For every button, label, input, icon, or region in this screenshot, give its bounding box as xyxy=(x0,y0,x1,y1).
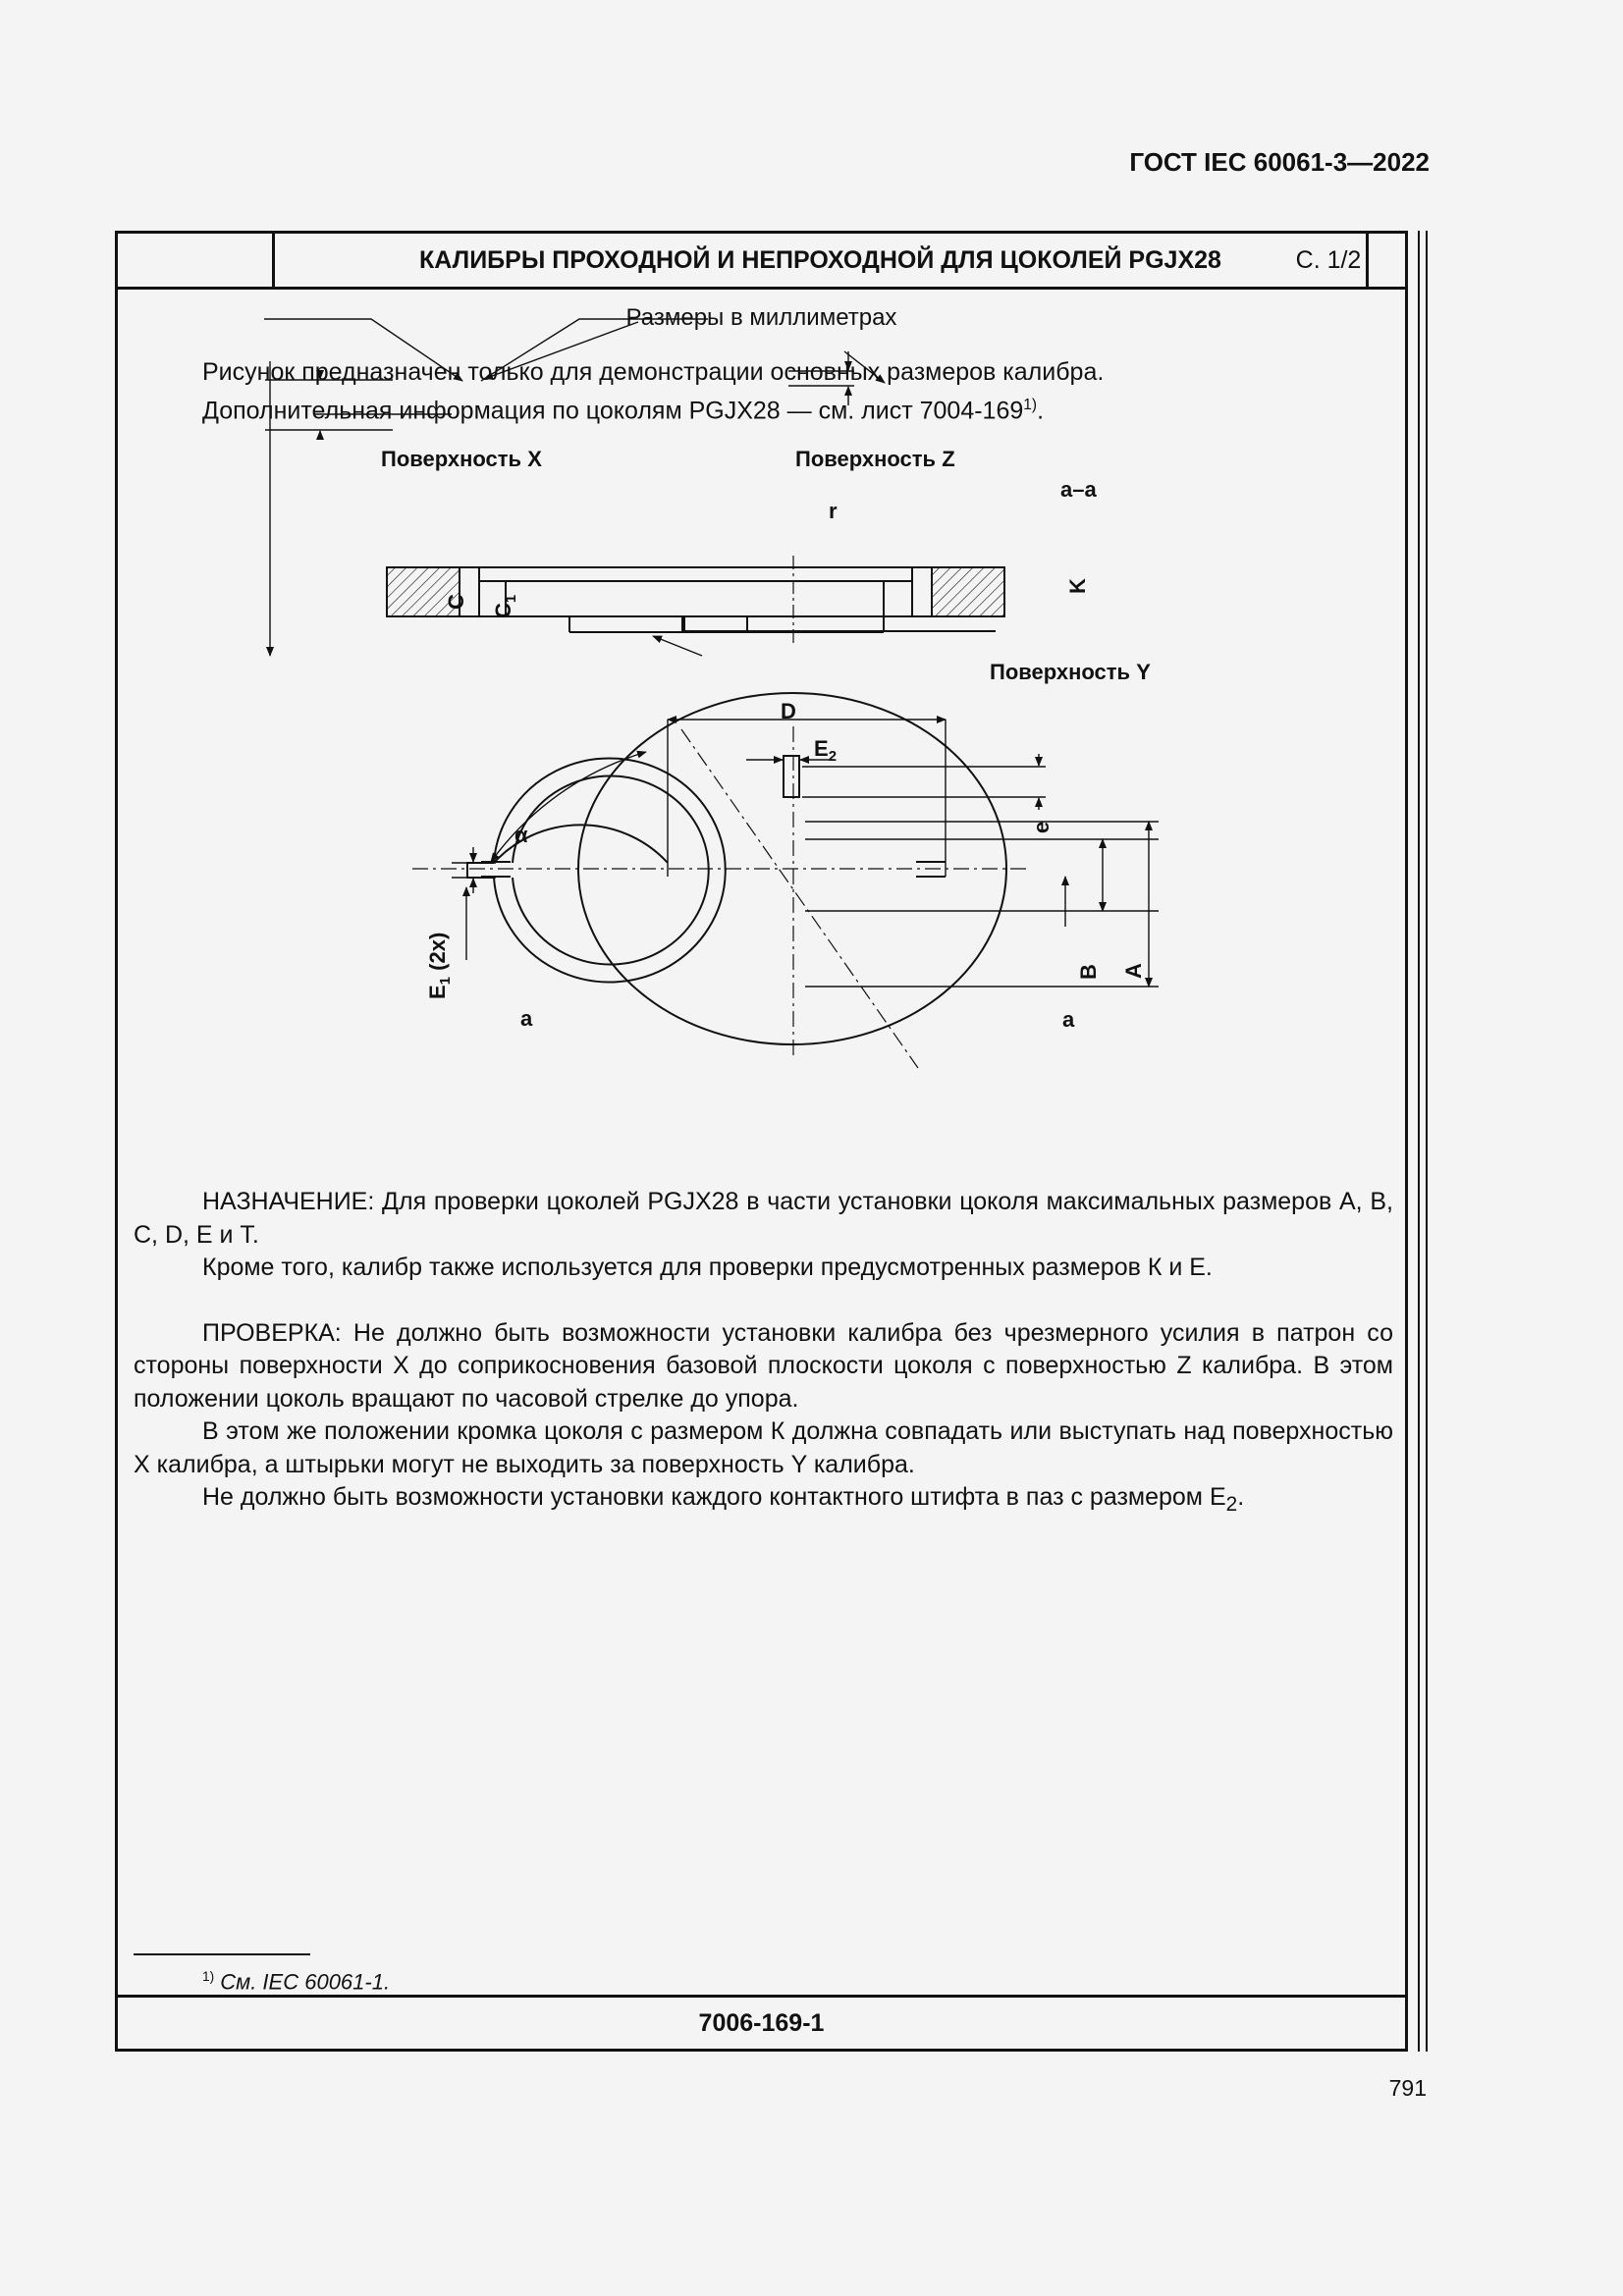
section-geometry xyxy=(569,616,884,632)
check-pin-sub: 2 xyxy=(1225,1493,1238,1516)
section-dimensions xyxy=(265,351,854,656)
label-a-dim: A xyxy=(1121,963,1146,979)
body-text xyxy=(134,1186,1393,1522)
check-pin-end: . xyxy=(1237,1483,1245,1511)
slot-e2 xyxy=(784,756,799,797)
label-d: D xyxy=(781,699,796,723)
label-e2: $E_2$ xyxy=(814,736,838,765)
label-surface-x: Поверхность X xyxy=(381,447,542,471)
label-c: C xyxy=(444,594,468,610)
section-leaders xyxy=(264,319,885,656)
label-alpha: α xyxy=(514,823,528,847)
label-e1: $E_1$ (2x) xyxy=(425,932,454,999)
purpose-paragraph: НАЗНАЧЕНИЕ: Для проверки цоколей PGJX28 в части установки цоколя максимальных размеров A, B, C, D, E и T. xyxy=(134,1188,1393,1249)
footnote-text: См. IEC 60061-1. xyxy=(214,1969,391,1995)
intro-line-2-text: Дополнительная информация по цоколям PGJX28 — см. лист 7004-169 xyxy=(202,397,1024,425)
label-a-right: a xyxy=(1062,1007,1075,1032)
intro-line-1: Рисунок предназначен только для демонстрации основных размеров калибра. xyxy=(202,358,1105,386)
inner-ring xyxy=(513,776,709,965)
inner-opening xyxy=(467,758,726,982)
sheet-page-indicator: С. 1/2 xyxy=(1295,245,1362,274)
label-surface-z: Поверхность Z xyxy=(795,447,955,471)
frame-side-line-2 xyxy=(1426,231,1428,2052)
label-b: B xyxy=(1076,964,1101,980)
sheet-frame xyxy=(115,231,1408,2052)
standard-header: ГОСТ IEC 60061-3—2022 xyxy=(1129,147,1430,177)
frame-side-line-1 xyxy=(1418,231,1420,2052)
label-surface-y: Поверхность Y xyxy=(990,660,1151,684)
gauge-drawing xyxy=(118,234,1405,1176)
intro-line-2-end: . xyxy=(1037,397,1045,425)
label-r: r xyxy=(829,499,838,523)
units-note: Размеры в миллиметрах xyxy=(625,304,897,331)
section-view xyxy=(387,567,1004,631)
purpose-extra-paragraph: Кроме того, калибр также используется для проверки предусмотренных размеров К и E. xyxy=(202,1254,1213,1281)
label-e: e xyxy=(1029,821,1054,833)
label-a-left: a xyxy=(520,1006,533,1031)
check-pin-paragraph xyxy=(134,1481,1393,1522)
page-number: 791 xyxy=(1388,2075,1427,2101)
hatch-right xyxy=(932,567,1004,616)
plan-dimensions xyxy=(452,720,1159,987)
drawing-labels xyxy=(381,447,1151,1032)
footnote-separator xyxy=(134,1953,310,1955)
label-c1: $C_1$ xyxy=(491,594,519,618)
footnote-mark: 1) xyxy=(202,1969,215,1984)
label-k: K xyxy=(1065,578,1090,594)
sheet-number: 7006-169-1 xyxy=(118,1995,1405,2049)
check-paragraph: ПРОВЕРКА: Не должно быть возможности установки калибра без чрезмерного усилия в патрон со стороны поверхности X до соприкосновения базовой плоскости цоколя с поверхностью Z калибра. В этом положении цоколь вращают по часовой стрелке до упора. xyxy=(134,1318,1393,1413)
footnote-ref: 1) xyxy=(1023,397,1038,413)
section-bottom-block xyxy=(682,616,996,631)
footnote xyxy=(202,1969,390,1995)
check-edge-paragraph: В этом же положении кромка цоколя с размером К должна совпадать или выступать над поверхностью X калибра, а штырьки могут не выходить за поверхность Y калибра. xyxy=(134,1417,1393,1478)
label-section: a–a xyxy=(1060,477,1097,502)
sheet-title: КАЛИБРЫ ПРОХОДНОЙ И НЕПРОХОДНОЙ ДЛЯ ЦОКОЛЕЙ PGJX28 xyxy=(272,234,1369,287)
check-pin-text: Не должно быть возможности установки каждого контактного штифта в паз с размером E xyxy=(202,1483,1226,1511)
